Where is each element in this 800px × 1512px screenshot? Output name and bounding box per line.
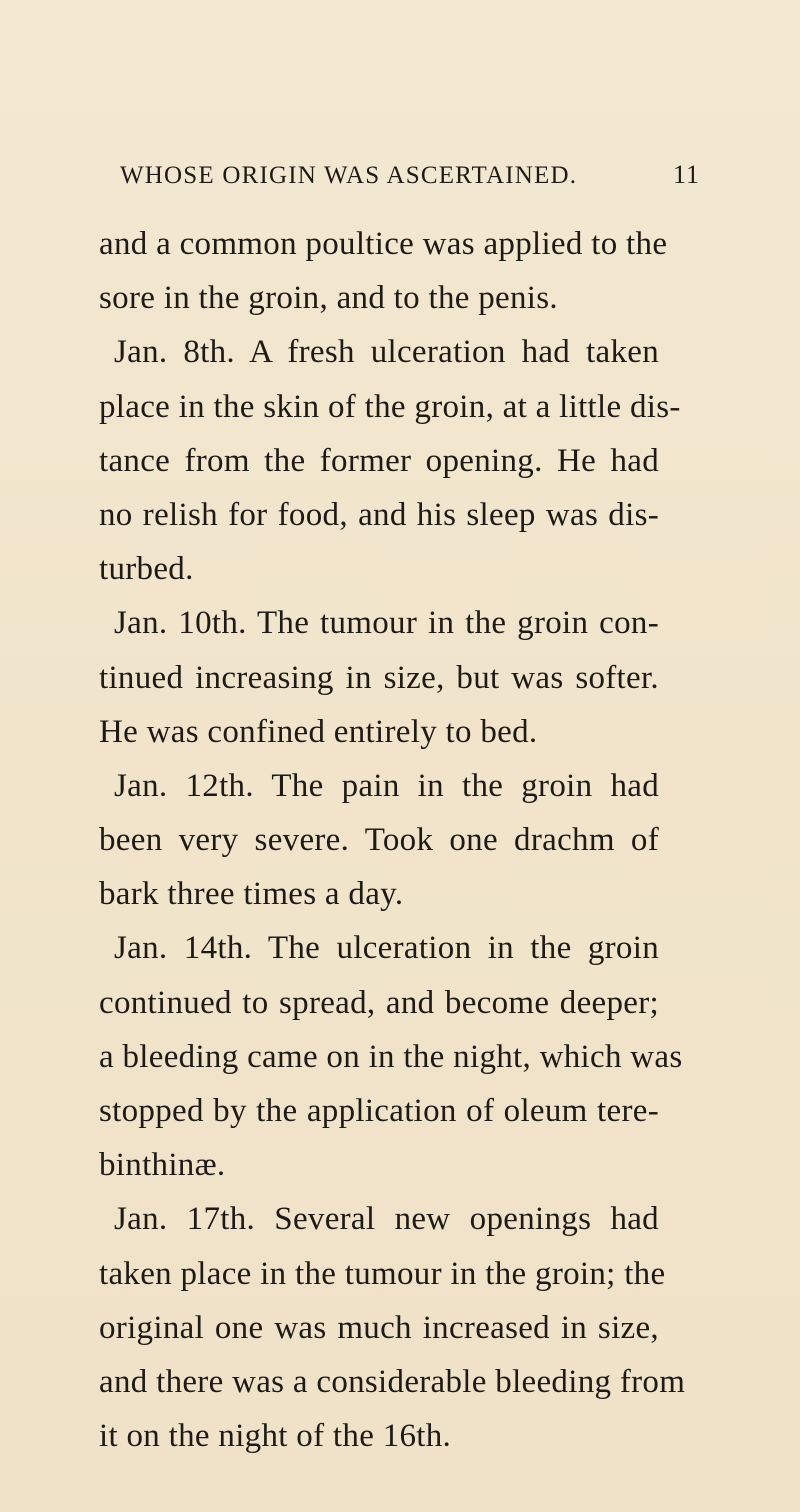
text-line: tance from the former opening. He had (99, 442, 659, 479)
text-line: and a common poultice was applied to the (99, 226, 668, 262)
text-line: Jan. 10th. The tumour in the groin con- (114, 605, 659, 642)
text-line: original one was much increased in size, (99, 1309, 659, 1346)
text-line: sore in the groin, and to the penis. (99, 280, 558, 317)
text-line: Jan. 8th. A fresh ulceration had taken (114, 334, 659, 371)
text-line: Jan. 14th. The ulceration in the groin (114, 930, 659, 967)
text-line: He was confined entirely to bed. (99, 713, 538, 750)
page-number: 11 (672, 160, 700, 189)
text-line: tinued increasing in size, but was softer. (99, 659, 659, 696)
text-line: taken place in the tumour in the groin; the (99, 1255, 666, 1292)
text-line: bark three times a day. (99, 876, 404, 913)
text-line: and there was a considerable bleeding from (99, 1363, 686, 1400)
text-line: continued to spread, and become deeper; (99, 984, 659, 1021)
running-title: WHOSE ORIGIN WAS ASCERTAINED. (120, 162, 578, 189)
running-head (120, 160, 700, 196)
text-line: stopped by the application of oleum tere- (99, 1093, 659, 1129)
text-line: it on the night of the 16th. (99, 1418, 452, 1455)
text-line: place in the skin of the groin, at a little dis- (99, 388, 681, 425)
text-line: Jan. 12th. The pain in the groin had (114, 767, 659, 804)
text-line: a bleeding came on in the night, which was (99, 1038, 683, 1075)
body-text (99, 217, 686, 1463)
text-line: turbed. (99, 551, 194, 588)
text-line: binthinæ. (99, 1147, 226, 1184)
text-line: no relish for food, and his sleep was dis- (99, 496, 659, 533)
text-line: been very severe. Took one drachm of (99, 822, 659, 859)
text-line: Jan. 17th. Several new openings had (114, 1201, 659, 1238)
